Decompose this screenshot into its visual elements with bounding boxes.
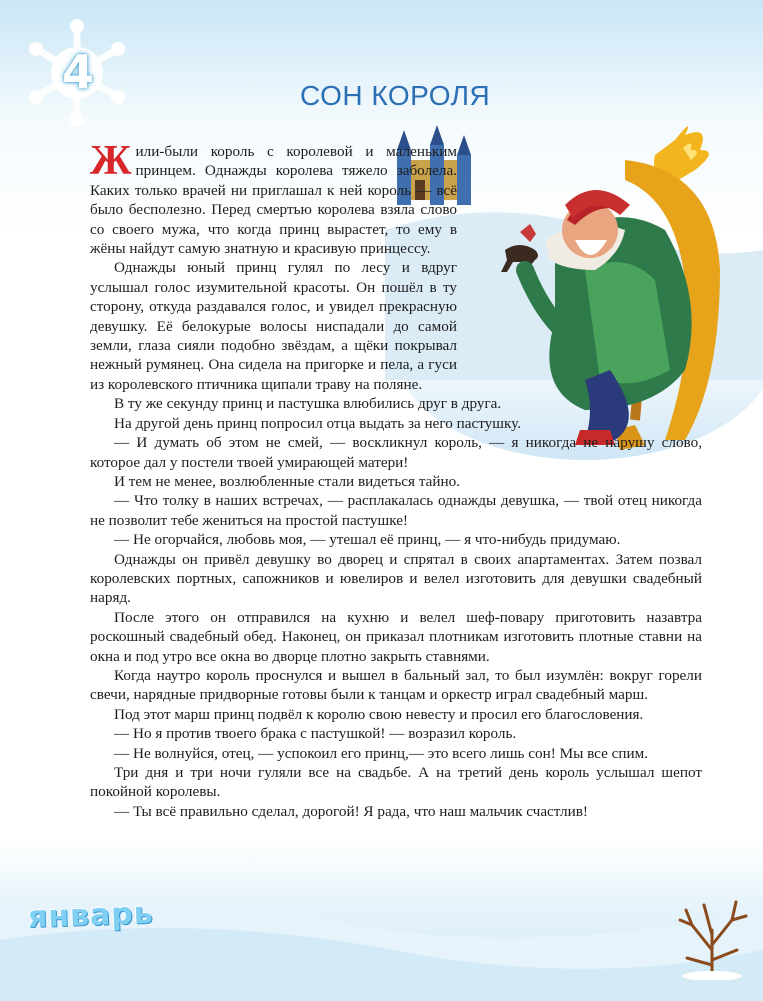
story-text <box>90 138 702 821</box>
paragraph: Однажды юный принц гулял по лесу и вдруг услышал голос изумительной красоты. Он пошёл в ту сторону, откуда раздавался голос, и увидел прекрасную девушку. Её белокурые волосы ниспадали до самой земли, глаза сияли подобно звёздам, а щёки покрывал нежный румянец. Она сидела на пригорке и пела, а гуси из королевского птичника щипали траву на поляне. <box>90 259 457 393</box>
paragraph: — Не волнуйся, отец, — успокоил его принц,— это всего лишь сон! Мы все спим. <box>114 744 649 762</box>
story-title: СОН КОРОЛЯ <box>300 80 491 111</box>
paragraph: Когда наутро король проснулся и вышел в бальный зал, то был изумлён: вокруг горели свечи, нарядные придворные готовы были к танцам и оркестр играл свадебный марш. <box>90 666 702 704</box>
paragraph: — Что толку в наших встречах, — расплакалась однажды девушка, — твой отец никогда не позволит тебе жениться на простой пастушке! <box>90 492 702 529</box>
paragraph: — И думать об этом не смей, — воскликнул король, — я никогда не нарушу слово, которое дал у постели твоей умирающей матери! <box>90 434 702 471</box>
drop-cap: Ж <box>90 138 132 184</box>
paragraph: Жили-были король с королевой и маленьким принцем. Однажды королева тяжело заболела. Каких только врачей ни приглашал к ней король — всё было бесполезно. Перед смертью королева взяла слово со своего мужа, что когда принц вырастет, то ему в жёны найдут самую знатную и красивую принцессу. <box>90 138 457 258</box>
paragraph: После этого он отправился на кухню и велел шеф-повару приготовить назавтра роскошный свадебный обед. Наконец, он приказал плотникам изготовить плотные ставни на окна и под утро все окна во дворце плотно закрыть ставнями. <box>90 608 702 665</box>
month-label: январь <box>27 895 155 936</box>
paragraph: Три дня и три ночи гуляли все на свадьбе. А на третий день король услышал шепот покойной королевы. <box>90 764 702 801</box>
paragraph: — Ты всё правильно сделал, дорогой! Я рада, что наш мальчик счастлив! <box>114 802 588 820</box>
paragraph: И тем не менее, возлюбленные стали видеться тайно. <box>114 472 461 490</box>
paragraph: — Но я против твоего брака с пастушкой! — возразил король. <box>114 725 517 743</box>
paragraph: В ту же секунду принц и пастушка влюбились друг в друга. <box>114 395 502 413</box>
paragraph: На другой день принц попросил отца выдать за него пастушку. <box>114 414 521 432</box>
day-number: 4 <box>61 45 94 99</box>
paragraph: Однажды он привёл девушку во дворец и спрятал в своих апартаментах. Затем позвал королевских портных, сапожников и ювелиров и велел изготовить для девушки свадебный наряд. <box>90 550 702 607</box>
paragraph: — Не огорчайся, любовь моя, — утешал её принц, — я что-нибудь придумаю. <box>114 531 621 549</box>
paragraph: Под этот марш принц подвёл к королю свою невесту и просил его благословения. <box>114 705 644 723</box>
bare-bush-icon <box>672 890 752 980</box>
